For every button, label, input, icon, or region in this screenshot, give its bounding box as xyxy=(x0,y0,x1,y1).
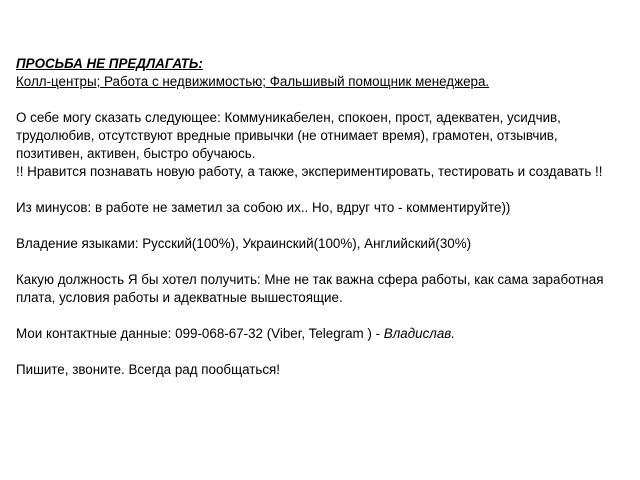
closing-line: Пишите, звоните. Всегда рад пообщаться! xyxy=(16,362,281,377)
about-line-1: О себе могу сказать следующее: Коммуникабелен, спокоен, прост, адекватен, усидчив, xyxy=(16,110,561,125)
spacer xyxy=(16,253,631,271)
position-line-2: плата, условия работы и адекватные вышестоящие. xyxy=(16,290,343,305)
languages-line: Владение языками: Русский(100%), Украинский(100%), Английский(30%) xyxy=(16,236,472,251)
spacer xyxy=(16,343,631,361)
spacer xyxy=(16,217,631,235)
contact-name-period: . xyxy=(451,326,455,341)
resume-document xyxy=(16,55,631,379)
about-line-2: трудолюбив, отсутствуют вредные привычки (не отнимает время), грамотен, отзывчив, xyxy=(16,128,558,143)
about-line-3: позитивен, активен, быстро обучаюсь. xyxy=(16,146,256,161)
contact-name: Владислав xyxy=(383,326,452,341)
about-line-4: !! Нравится познавать новую работу, а также, экспериментировать, тестировать и создавать !! xyxy=(16,164,603,179)
spacer xyxy=(16,181,631,199)
spacer xyxy=(16,91,631,109)
warning-items: Колл-центры; Работа с недвижимостью; Фальшивый помощник менеджера. xyxy=(16,74,490,89)
warning-title: ПРОСЬБА НЕ ПРЕДЛАГАТЬ: xyxy=(16,56,203,71)
spacer xyxy=(16,307,631,325)
contacts-text: Мои контактные данные: 099-068-67-32 (Viber, Telegram ) - xyxy=(16,326,384,341)
contacts-line xyxy=(16,325,631,343)
minuses-line: Из минусов: в работе не заметил за собою их.. Но, вдруг что - комментируйте)) xyxy=(16,200,511,215)
position-line-1: Какую должность Я бы хотел получить: Мне не так важна сфера работы, как сама заработная xyxy=(16,272,604,287)
